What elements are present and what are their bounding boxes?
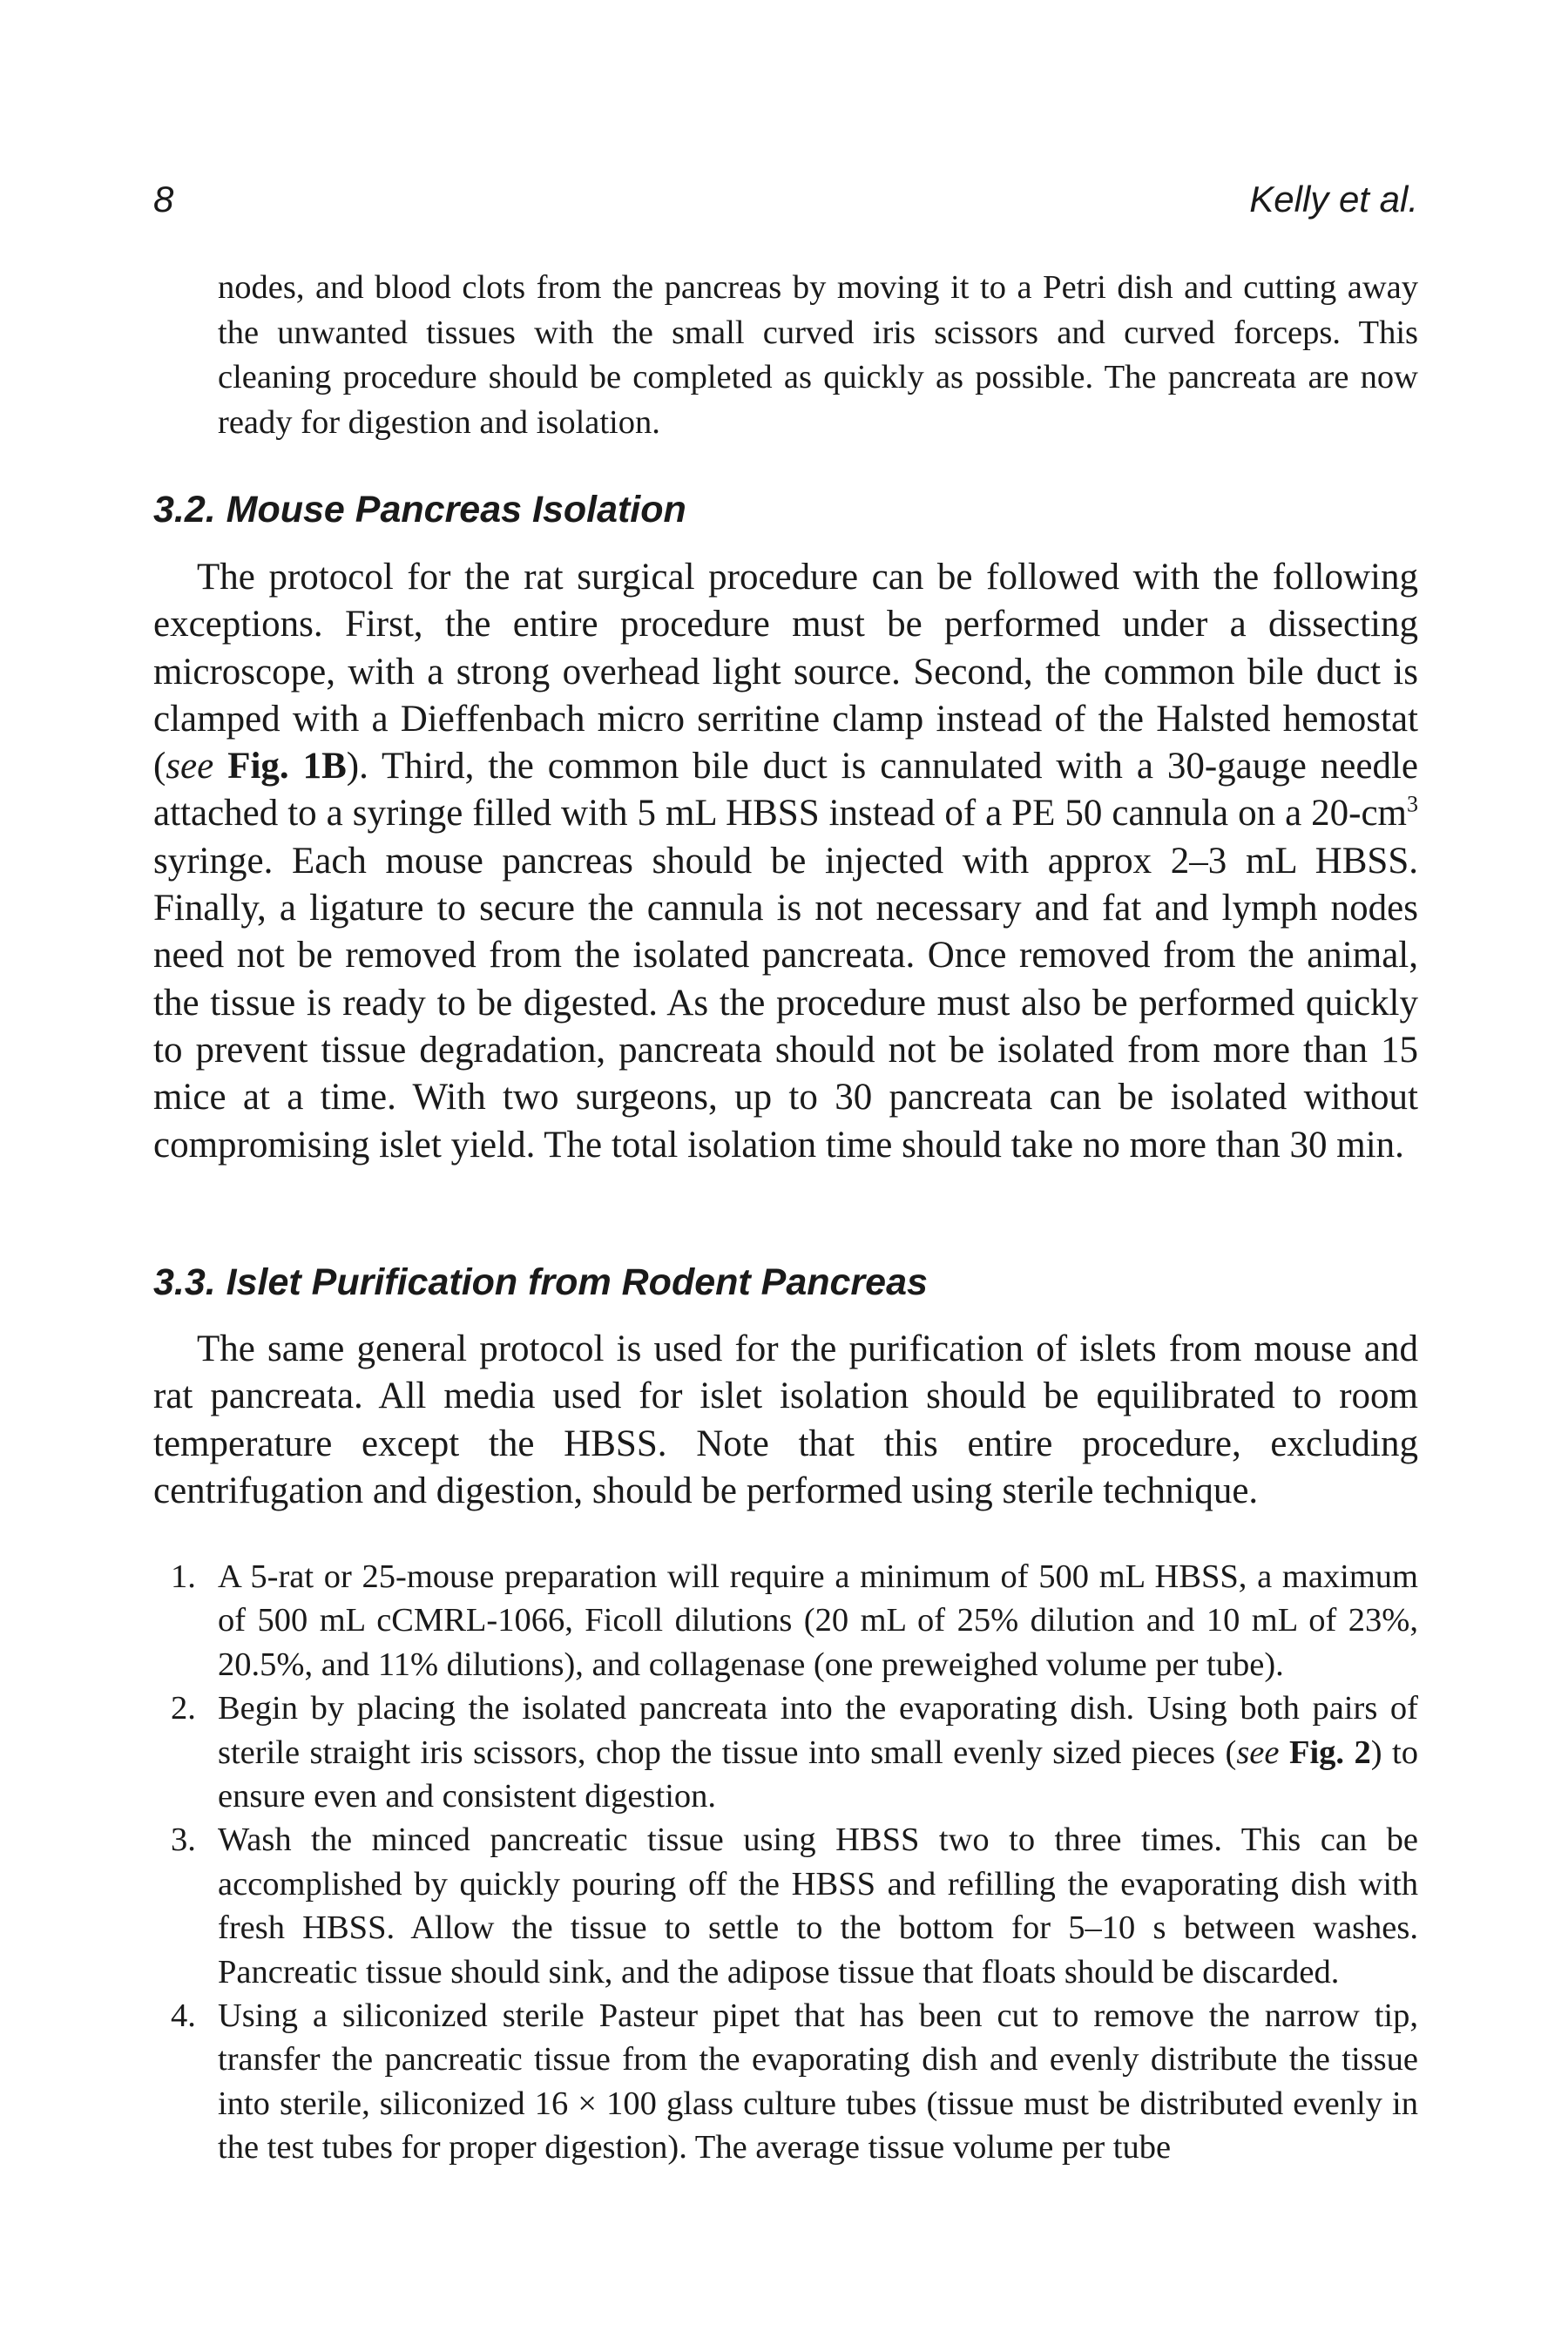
step-number: 2. xyxy=(171,1690,196,1727)
paragraph-text: syringe. Each mouse pancreas should be injected with approx 2–3 mL HBSS. Finally, a ligature to secure the cannula is not necessary and fat and lymph nodes need not be removed from the isolated pancreata. Once removed from the animal, the tissue is ready to be digested. As the procedure must also be performed quickly to prevent tissue degradation, pancreata should not be isolated from more than 15 mice at a time. With two surgeons, up to 30 pancreata can be isolated without compromising islet yield. The total isolation time should take no more than 30 min. xyxy=(153,840,1418,1166)
running-head-authors: Kelly et al. xyxy=(1249,179,1418,220)
step-text: Begin by placing the isolated pancreata into the evaporating dish. Using both pairs of sterile straight iris scissors, chop the tissue into small evenly sized pieces ( xyxy=(218,1690,1418,1771)
procedure-step xyxy=(153,1686,1418,1818)
section-heading-3-3: 3.3. Islet Purification from Rodent Pancreas xyxy=(153,1261,928,1303)
see-reference: see xyxy=(166,746,214,787)
procedure-step xyxy=(153,1818,1418,1994)
step-text: Using a siliconized sterile Pasteur pipet that has been cut to remove the narrow tip, transfer the pancreatic tissue from the evaporating dish and evenly distribute the tissue into sterile, siliconized 16 × 100 glass culture tubes (tissue must be distributed evenly in the test tubes for proper digestion). The average tissue volume per tube xyxy=(218,1997,1418,2166)
step-text: Wash the minced pancreatic tissue using HBSS two to three times. This can be accomplished by quickly pouring off the HBSS and refilling the evaporating dish with fresh HBSS. Allow the tissue to settle to the bottom for 5–10 s between washes. Pancreatic tissue should sink, and the adipose tissue that floats should be discarded. xyxy=(218,1821,1418,1990)
page-number: 8 xyxy=(153,179,174,220)
see-reference: see xyxy=(1236,1734,1280,1771)
procedure-step xyxy=(153,1994,1418,2170)
paragraph-text: The protocol for the rat surgical procedure can be followed with the following exceptions. First, the entire procedure must be performed under a dissecting microscope, with a strong overhead light source. Second, the common bile duct is clamped with a Dieffenbach micro serritine clamp instead of the Halsted hemostat ( xyxy=(153,557,1418,787)
procedure-step xyxy=(153,1555,1418,1686)
running-head xyxy=(153,179,1418,231)
figure-reference: Fig. 2 xyxy=(1288,1734,1371,1771)
section-3-3-paragraph: The same general protocol is used for the purification of islets from mouse and rat pancreata. All media used for islet isolation should be equilibrated to room temperature except the HBSS. Note that this entire procedure, excluding centrifugation and digestion, should be performed using sterile technique. xyxy=(153,1328,1418,1511)
figure-reference: Fig. 1B xyxy=(227,746,347,787)
section-heading-3-2: 3.2. Mouse Pancreas Isolation xyxy=(153,489,686,531)
paragraph-text: ). Third, the common bile duct is cannulated with a 30-gauge needle attached to a syringe filled with 5 mL HBSS instead of a PE 50 cannula on a 20-cm xyxy=(153,746,1418,835)
step-text: A 5-rat or 25-mouse preparation will require a minimum of 500 mL HBSS, a maximum of 500 mL cCMRL-1066, Ficoll dilutions (20 mL of 25% dilution and 10 mL of 23%, 20.5%, and 11% dilutions), and collagenase (one preweighed volume per tube). xyxy=(218,1558,1418,1683)
step-text: ) to ensure even and consistent digestion. xyxy=(218,1734,1418,1815)
step-number: 4. xyxy=(171,1997,196,2035)
section-3-2-paragraph xyxy=(153,554,1418,1169)
procedure-steps xyxy=(153,1555,1418,2170)
step-number: 3. xyxy=(171,1821,196,1859)
continued-paragraph: nodes, and blood clots from the pancreas by moving it to a Petri dish and cutting away the unwanted tissues with the small curved iris scissors and curved forceps. This cleaning procedure should be completed as quickly as possible. The pancreata are now ready for digestion and isolation. xyxy=(218,269,1418,441)
step-number: 1. xyxy=(171,1558,196,1595)
superscript: 3 xyxy=(1407,792,1418,818)
